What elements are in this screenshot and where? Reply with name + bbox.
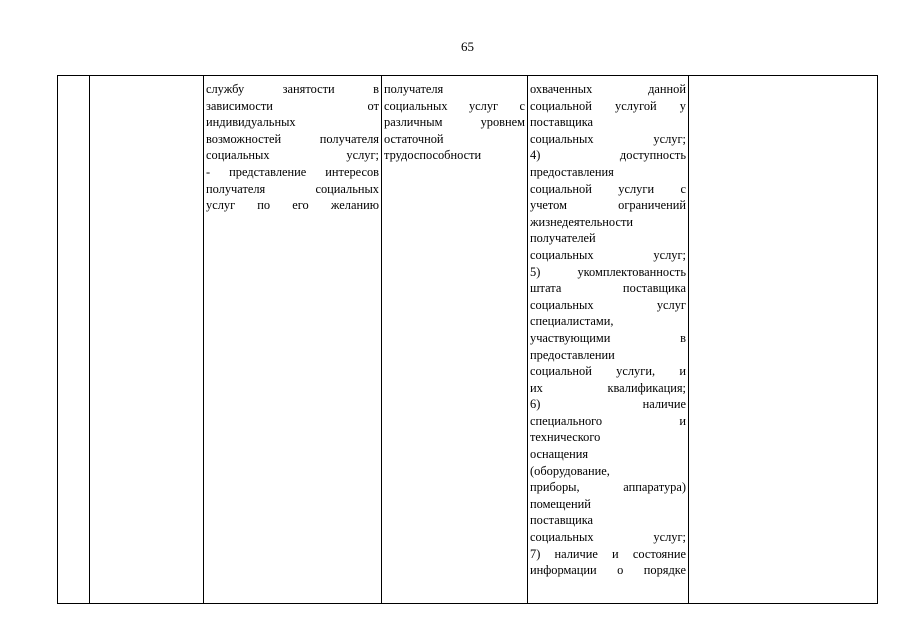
cell-text-line: специалистами, bbox=[530, 314, 614, 329]
cell-text-line: оснащения bbox=[530, 447, 589, 462]
cell-text-line: технического bbox=[530, 430, 601, 445]
cell-text-line: социальных услуг bbox=[530, 297, 686, 312]
service-description-cell bbox=[204, 76, 382, 604]
cell-text-line: поставщика bbox=[530, 513, 594, 528]
cell-text-line: охваченных данной bbox=[530, 82, 686, 96]
cell-text-line: социальной услуги, и bbox=[530, 364, 686, 379]
recipient-category-cell bbox=[382, 76, 528, 604]
cell-text-line: получателя социальных bbox=[206, 181, 379, 196]
cell-text-line: 6) наличие bbox=[530, 397, 686, 412]
cell-text-line: получателя bbox=[384, 82, 444, 96]
cell-text-line: жизнедеятельности bbox=[530, 214, 633, 229]
services-table bbox=[57, 75, 878, 604]
cell-text-line: 5) укомплектованность bbox=[530, 264, 686, 279]
cell-text-line: службу занятости в bbox=[206, 82, 379, 96]
cell-text-line: 4) доступность bbox=[530, 148, 686, 163]
cell-text-line: возможностей получателя bbox=[206, 131, 379, 146]
cell-text-line: получателей bbox=[530, 231, 596, 246]
cell-text-line: - представление интересов bbox=[206, 164, 379, 179]
cell-text-line: приборы, аппаратура) bbox=[530, 480, 686, 495]
cell-text-line: индивидуальных bbox=[206, 115, 296, 130]
page-number: 65 bbox=[461, 39, 474, 54]
cell-text-line: различным уровнем bbox=[384, 115, 525, 130]
conditions-cell bbox=[689, 76, 878, 604]
cell-text-line: 7) наличие и состояние bbox=[530, 546, 686, 561]
cell-text-line: социальных услуг с bbox=[384, 98, 525, 113]
cell-text-line: их квалификация; bbox=[530, 380, 686, 395]
number-cell bbox=[58, 76, 90, 604]
cell-text-line: учетом ограничений bbox=[530, 198, 686, 213]
cell-text-line: участвующими в bbox=[530, 330, 686, 345]
cell-text-line: услуг по его желанию bbox=[206, 198, 379, 213]
cell-text-line: поставщика bbox=[530, 115, 594, 130]
cell-text-line: зависимости от bbox=[206, 98, 379, 113]
cell-text-line: штата поставщика bbox=[530, 281, 686, 296]
cell-text-line: социальной услуги с bbox=[530, 181, 686, 196]
cell-text-line: трудоспособности bbox=[384, 148, 482, 163]
cell-text-line: социальной услугой у bbox=[530, 98, 686, 113]
cell-text-line: социальных услуг; bbox=[530, 131, 686, 146]
cell-text-line: социальных услуг; bbox=[530, 247, 686, 262]
cell-text-line: социальных услуг; bbox=[530, 530, 686, 545]
cell-text-line: предоставления bbox=[530, 164, 614, 179]
cell-text-line: предоставлении bbox=[530, 347, 615, 362]
cell-text-line: остаточной bbox=[384, 131, 444, 146]
table-row bbox=[58, 76, 878, 604]
cell-text-line: (оборудование, bbox=[530, 463, 610, 478]
cell-text-line: помещений bbox=[530, 496, 591, 511]
cell-text-line: социальных услуг; bbox=[206, 148, 379, 163]
quality-indicators-cell bbox=[528, 76, 689, 604]
cell-text-line: специального и bbox=[530, 413, 686, 428]
service-name-cell bbox=[90, 76, 204, 604]
cell-text-line: информации о порядке bbox=[530, 563, 686, 578]
